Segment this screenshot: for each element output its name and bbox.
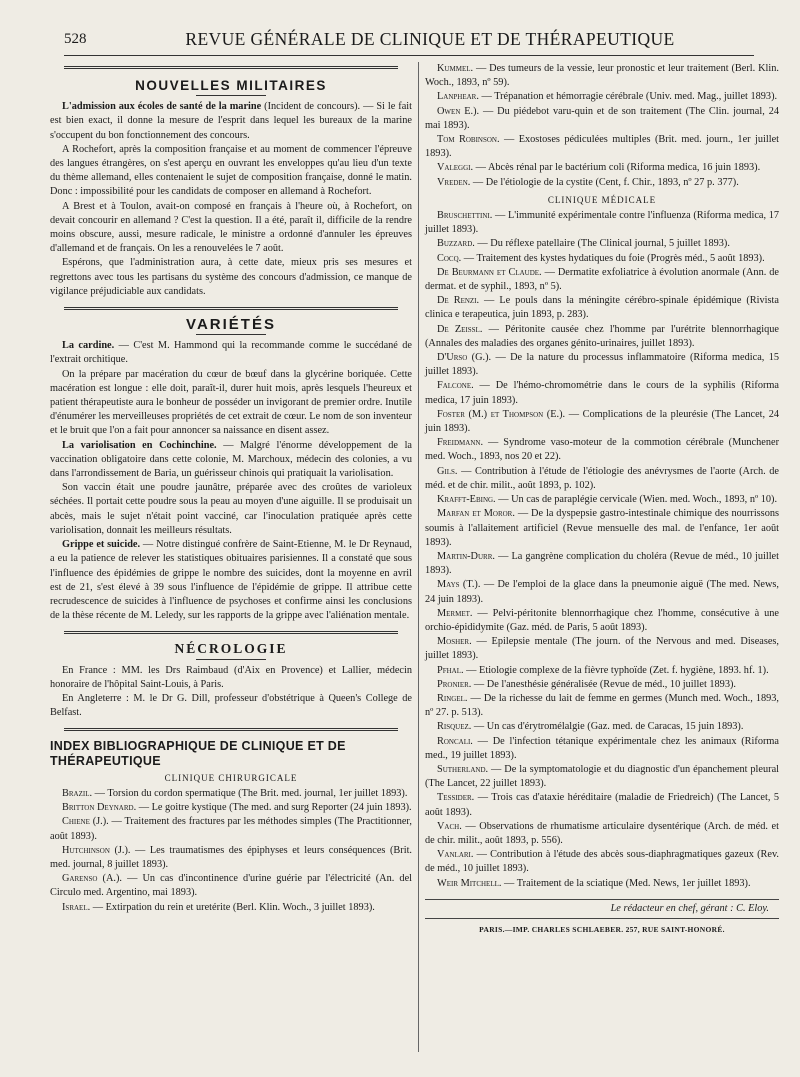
reference-author: Britton Deynard. xyxy=(62,802,137,814)
reference-entry xyxy=(425,237,779,251)
reference-entry xyxy=(50,901,412,915)
reference-entry xyxy=(425,507,779,550)
title-underline xyxy=(196,659,266,660)
reference-author: Mays (T.). xyxy=(437,579,481,591)
reference-author: Garenso (A.). xyxy=(62,873,122,885)
reference-author: Weir Mitchell. xyxy=(437,877,502,889)
reference-text: — De la symptomatologie et du diagnostic d'un épanchement pleural (The Lancet, 22 juillet 1893). xyxy=(425,763,779,790)
reference-text: — Le goitre kystique (The med. and surg Reporter (24 juin 1893). xyxy=(136,802,412,814)
reference-text: — Des tumeurs de la vessie, leur pronostic et leur traitement (Berl. Klin. Woch., 1893, nº 59). xyxy=(425,63,779,89)
reference-entry xyxy=(425,105,779,133)
reference-text: — Traitement de la sciatique (Med. News, 1er juillet 1893). xyxy=(501,877,751,889)
right-column xyxy=(425,62,779,937)
reference-entry xyxy=(50,815,412,843)
reference-text: — Observations de rhumatisme articulaire dysentérique (Arch. de méd. et de chir. milit., août 1893, p. 556). xyxy=(425,820,779,846)
reference-entry xyxy=(425,323,779,351)
reference-text: — Epilepsie mentale (The journ. of the Nervous and med. Diseases, juillet 1893). xyxy=(425,636,779,662)
section-rule xyxy=(64,631,398,636)
section-rule xyxy=(64,66,398,71)
reference-author: Owen E.). xyxy=(437,105,480,117)
reference-author: D'Urso (G.). xyxy=(437,352,492,364)
title-underline xyxy=(196,95,266,96)
reference-text: — De la dyspepsie gastro-intestinale chimique des nourrissons soumis à l'allaitement artificiel (Revue mensuelle des mal. de l'enfance, 1er août 1893). xyxy=(425,508,779,548)
printer-imprint: PARIS.—IMP. CHARLES SCHLAEBER. 257, RUE SAINT-HONORÉ. xyxy=(479,924,725,934)
reference-text: — Un cas d'érytromélalgie (Gaz. med. de Caracas, 15 juin 1893). xyxy=(471,721,744,733)
reference-author: Falcone. xyxy=(437,380,474,392)
grippe-heading: Grippe et suicide. xyxy=(62,539,141,551)
reference-entry xyxy=(425,266,779,294)
reference-entry xyxy=(425,550,779,578)
reference-entry xyxy=(425,62,779,90)
reference-text: — L'immunité expérimentale contre l'influenza (Riforma medica, 17 juillet 1893). xyxy=(425,210,779,236)
reference-author: Roncali. xyxy=(437,735,473,747)
reference-entry xyxy=(425,578,779,606)
reference-text: — Trépanation et hémorragie cérébrale (Univ. med. Mag., juillet 1893). xyxy=(478,91,778,103)
reference-entry xyxy=(425,90,779,104)
military-news-title: NOUVELLES MILITAIRES xyxy=(135,78,327,93)
reference-author: Marfan et Moror. xyxy=(437,508,515,520)
variolisation-paragraph-2: Son vaccin était une poudre jaunâtre, préparée avec des croûtes de varioleux séchées. Il portait cette poudre sous la peau au moyen d'une aiguille. Il se produisait un abcès, mais le sujet n'était point vacciné, car l'inoculation pratiquée après cette variolisation, donnait les meilleurs résultats. xyxy=(50,482,412,536)
reference-entry xyxy=(425,294,779,322)
signature-rule xyxy=(425,918,779,919)
reference-text: — De l'infection tétanique expérimentale chez les animaux (Riforma med., 19 juillet 1893). xyxy=(425,735,779,761)
reference-entry xyxy=(425,664,779,678)
reference-text: — Un cas de paraplégie cervicale (Wien. med. Woch., 1893, nº 10). xyxy=(495,494,778,506)
index-references-medical xyxy=(425,209,779,891)
reference-entry xyxy=(50,801,412,815)
reference-entry xyxy=(425,735,779,763)
reference-entry xyxy=(425,791,779,819)
reference-author: Krafft-Ebing. xyxy=(437,494,496,506)
reference-text: — Torsion du cordon spermatique (The Brit. med. journal, 1er juillet 1893). xyxy=(92,787,408,799)
reference-entry xyxy=(425,351,779,379)
reference-text: — Abcès rénal par le bactérium coli (Riforma medica, 16 juin 1893). xyxy=(473,162,761,174)
necrologie-paragraph-2: En Angleterre : M. le Dr G. Dill, professeur d'obstétrique à Queen's College de Belfast. xyxy=(50,692,412,719)
reference-author: Freidmann. xyxy=(437,437,484,449)
reference-text: — Extirpation du rein et uretérite (Berl. Klin. Woch., 3 juillet 1893). xyxy=(90,901,375,913)
reference-entry xyxy=(425,720,779,734)
reference-text: — Exostoses pédiculées multiples (Brit. med. journ., 1er juillet 1893). xyxy=(425,134,780,160)
reference-author: Kummel. xyxy=(437,63,474,74)
reference-author: Vreden. xyxy=(437,176,471,188)
military-paragraph-3: A Brest et à Toulon, avait-on composé en français à l'heure où, à Rochefort, on devait concourir en allemand ? C'est la question. Il a été, paraît il, difficile de la rendre moins obscure, aussi, mesure radicale, le ministre a ordonné d'annuler les épreuves d'allemand et de français. On les a renouvelées le 7 août. xyxy=(50,200,412,255)
reference-author: Pfhal. xyxy=(437,664,464,676)
reference-text: — Péritonite causée chez l'homme par l'urétrite blennorrhagique (Annales des maladies des organes génito-urinaires, juillet 1893). xyxy=(425,323,779,349)
signature-rule xyxy=(425,899,779,900)
reference-entry xyxy=(425,209,779,237)
reference-author: Lanphear. xyxy=(437,91,479,103)
cardine-paragraph: La cardine. — C'est M. Hammond qui la recommande comme le succédané de l'extrait orchitique. xyxy=(50,340,412,366)
section-rule xyxy=(64,307,398,312)
military-paragraph-2: A Rochefort, après la composition française et au moment de commencer l'épreuve des langues étrangères, on s'est aperçu en ouvrant les enveloppes qu'au lieu d'un texte du thème allemand, elles contenaient le sujet de composition française, donné le matin. Donc : impossibilité pour les candidats de composer en allemand à Rochefort. xyxy=(50,143,412,198)
military-subtitle: L'admission aux écoles de santé de la marine xyxy=(62,101,262,113)
reference-author: Vach. xyxy=(437,820,462,832)
reference-author: De Beurmann et Claude. xyxy=(437,266,542,278)
reference-text: — Etiologie complexe de la fièvre typhoïde (Zet. f. hygiène, 1893. hf. 1). xyxy=(463,664,769,676)
cardine-paragraph-2: On la prépare par macération du cœur de bœuf dans la glycérine boriquée. Cette macération est longue : elle doit, paraît-il, durer huit mois, après lesquels l'heureux et patient thérapeutiste aura le bonheur de posséder un invigorant de premier ordre. Inutile d'énumérer les merveilleuses propriétés de cet extrait de cœur. Le nom de son inventeur et le bruit que l'on a fait pour annoncer sa naissance en disent assez. xyxy=(50,368,412,437)
reference-text: — De l'hémo-chromométrie dans le cours de la syphilis (Riforma medica, 17 juin 1893). xyxy=(425,380,779,406)
reference-entry xyxy=(425,607,779,635)
reference-entry xyxy=(425,678,779,692)
reference-text: — Traitement des kystes hydatiques du foie (Progrès méd., 5 août 1893). xyxy=(461,252,765,264)
reference-author: De Renzi. xyxy=(437,295,480,307)
reference-author: Tom Robinson. xyxy=(437,134,500,146)
necrologie-paragraph-1: En France : MM. les Drs Raimbaud (d'Aix en Provence) et Lallier, médecin honoraire de l'hôpital Saint-Louis, à Paris. xyxy=(50,664,412,690)
reference-entry xyxy=(50,872,412,900)
reference-text: — Contribution à l'étude de l'étiologie des anévrysmes de l'aorte (Arch. de méd. et de chir. milit., août 1893, p. 102). xyxy=(425,465,779,491)
header-rule xyxy=(64,55,754,56)
reference-text: — Contribution à l'étude des abcès sous-diaphragmatiques gazeux (Rev. de méd., 10 juillet 1893). xyxy=(425,849,779,875)
reference-author: Chiene (J.). xyxy=(62,816,109,828)
reference-text: — Les traumatismes des épiphyses et leurs conséquences (Brit. med. journal, 8 juillet 1893). xyxy=(50,844,413,870)
section-rule xyxy=(64,728,398,733)
reference-entry xyxy=(425,635,779,663)
page-number: 528 xyxy=(64,31,87,47)
variolisation-paragraph: La variolisation en Cochinchine. — Malgré l'énorme développement de la vaccination obligatoire dans cette colonie, M. Marchoux, médecin des colonies, a vu dans l'arrondissement de Baria, un guérisseur chinois qui pratiquait la variolisation. xyxy=(50,439,412,480)
reference-text: — La gangrène complication du choléra (Revue de méd., 10 juillet 1893). xyxy=(425,550,779,577)
reference-author: Mosher. xyxy=(437,636,472,648)
column-separator xyxy=(418,62,419,1052)
reference-author: Gils. xyxy=(437,465,458,477)
reference-text: — Dermatite exfoliatrice à évolution anormale (Ann. de dermat. et de syphil., 1893, nº 5). xyxy=(425,266,779,293)
editor-signature: Le rédacteur en chef, gérant : C. Eloy. xyxy=(610,902,769,914)
left-column xyxy=(50,62,412,915)
page-header xyxy=(64,28,754,54)
reference-author: Buzzard. xyxy=(437,238,475,250)
reference-text: — Syndrome vaso-moteur de la commotion cérébrale (Munchener med. Woch., 1893, nos 20 et 22). xyxy=(425,437,779,463)
variolisation-heading: La variolisation en Cochinchine. xyxy=(62,439,217,451)
reference-entry xyxy=(425,408,779,436)
reference-author: Ringel. xyxy=(437,692,468,704)
reference-entry xyxy=(425,877,779,891)
reference-entry xyxy=(425,848,779,876)
clinique-medicale-heading: CLINIQUE MÉDICALE xyxy=(547,194,657,205)
reference-text: — De l'étiologie de la cystite (Cent, f. Chir., 1893, nº 27 p. 377). xyxy=(470,176,739,188)
reference-entry xyxy=(425,763,779,791)
reference-text: — Du réflexe patellaire (The Clinical journal, 5 juillet 1893). xyxy=(474,238,730,250)
reference-author: Sutherland. xyxy=(437,763,489,775)
title-underline xyxy=(196,334,266,335)
reference-text: — Traitement des fractures par les méthodes simples (The Practitionner, août 1893). xyxy=(50,816,412,842)
reference-author: Pronier. xyxy=(437,678,472,690)
reference-entry xyxy=(50,844,412,872)
reference-author: Risquez. xyxy=(437,721,472,733)
cardine-heading: La cardine. xyxy=(62,340,115,352)
reference-text: — Le pouls dans la méningite cérébro-spinale épidémique (Rivista clinica e terapeutica, juin 1893, p. 283). xyxy=(425,295,779,321)
index-references-left xyxy=(50,787,412,915)
reference-author: Israel. xyxy=(62,901,91,913)
reference-entry xyxy=(425,161,779,175)
reference-entry xyxy=(425,465,779,493)
reference-text: — Du piédebot varu-quin et de son traitement (The Clin. journal, 24 mai 1893). xyxy=(425,105,779,131)
reference-entry xyxy=(50,787,412,801)
reference-text: — De la nature du processus inflammatoire (Riforma medica, 15 juillet 1893). xyxy=(425,352,779,378)
reference-text: — Un cas d'incontinence d'urine guérie par l'électricité (An. del Circulo med. Argentino, mai 1893). xyxy=(50,873,412,899)
reference-entry xyxy=(425,176,779,190)
reference-author: Cocq. xyxy=(437,252,462,264)
reference-author: Hutchinson (J.). xyxy=(62,844,131,856)
running-title: REVUE GÉNÉRALE DE CLINIQUE ET DE THÉRAPEUTIQUE xyxy=(185,29,675,49)
reference-entry xyxy=(425,820,779,848)
reference-entry xyxy=(425,133,779,161)
reference-text: — Trois cas d'ataxie héréditaire (maladie de Friedreich) (The Lancet, 5 août 1893). xyxy=(425,792,779,818)
reference-text: — De l'emploi de la glace dans la pneumonie aiguë (The med. News, 24 juin 1893). xyxy=(425,579,779,605)
index-title: INDEX BIBLIOGRAPHIQUE DE CLINIQUE ET DE THÉRAPEUTIQUE xyxy=(50,739,346,768)
reference-author: Valeggi. xyxy=(437,162,474,174)
military-paragraph-4: Espérons, que l'administration aura, à cette date, mieux pris ses mesures et regrettons avec tous les partisans du système des concours d'admission, ce manque de vigilance préjudiciable aux candidats. xyxy=(50,257,412,297)
military-paragraph-1: L'admission aux écoles de santé de la marine (Incident de concours). — Si le fait est bien exact, il donne la mesure de l'esprit dans lequel les bureaux de la marine s'occupent du bon fonctionnement des concours. xyxy=(50,101,412,141)
grippe-paragraph: Grippe et suicide. — Notre distingué confrère de Saint-Etienne, M. le Dr Reynaud, a eu la patience de relever les statistiques obituaires parisiennes. Il a constaté que sous l'influence des épidémies de grippe le nombre des suicides, dont la moyenne en avril est de 21, s'est élevé à 39 sous l'influence de l'épidémie de grippe. Il attribue cette recrudescence de suicides à l'influence de psychoses et confirme ainsi les conclusions de la thèse récente de M. Leledy, sur les rapports de la grippe avec l'aliénation mentale. xyxy=(50,539,412,622)
reference-author: Mermet. xyxy=(437,607,473,619)
reference-text: — Pelvi-péritonite blennorrhagique chez l'homme, consécutive à une orchio-épididymite (Gaz. méd. de Paris, 5 août 1893). xyxy=(425,607,779,633)
reference-author: Brazil. xyxy=(62,787,93,799)
reference-entry xyxy=(425,493,779,507)
reference-author: De Zeissl. xyxy=(437,323,483,335)
reference-entry xyxy=(425,692,779,720)
reference-entry xyxy=(425,436,779,464)
clinique-chirurgicale-heading: CLINIQUE CHIRURGICALE xyxy=(164,772,298,783)
reference-entry xyxy=(425,379,779,407)
reference-text: — De l'anesthésie généralisée (Revue de méd., 10 juillet 1893). xyxy=(471,678,736,690)
reference-author: Bruschettini. xyxy=(437,210,493,222)
varietes-title: VARIÉTÉS xyxy=(186,316,276,334)
reference-author: Tessider. xyxy=(437,792,475,804)
index-references-surgical xyxy=(425,62,779,190)
reference-author: Martin-Durr. xyxy=(437,550,495,562)
reference-author: Vanlari. xyxy=(437,849,474,861)
reference-text: — Complications de la pleurésie (The Lancet, 24 juin 1893). xyxy=(425,408,779,435)
necrologie-title: NÉCROLOGIE xyxy=(174,641,288,657)
reference-author: Foster (M.) et Thompson (E.). xyxy=(437,408,566,420)
reference-entry xyxy=(425,252,779,266)
reference-text: — De la richesse du lait de femme en germes (Munch med. Woch., 1893, nº 27. p. 513). xyxy=(425,692,779,719)
